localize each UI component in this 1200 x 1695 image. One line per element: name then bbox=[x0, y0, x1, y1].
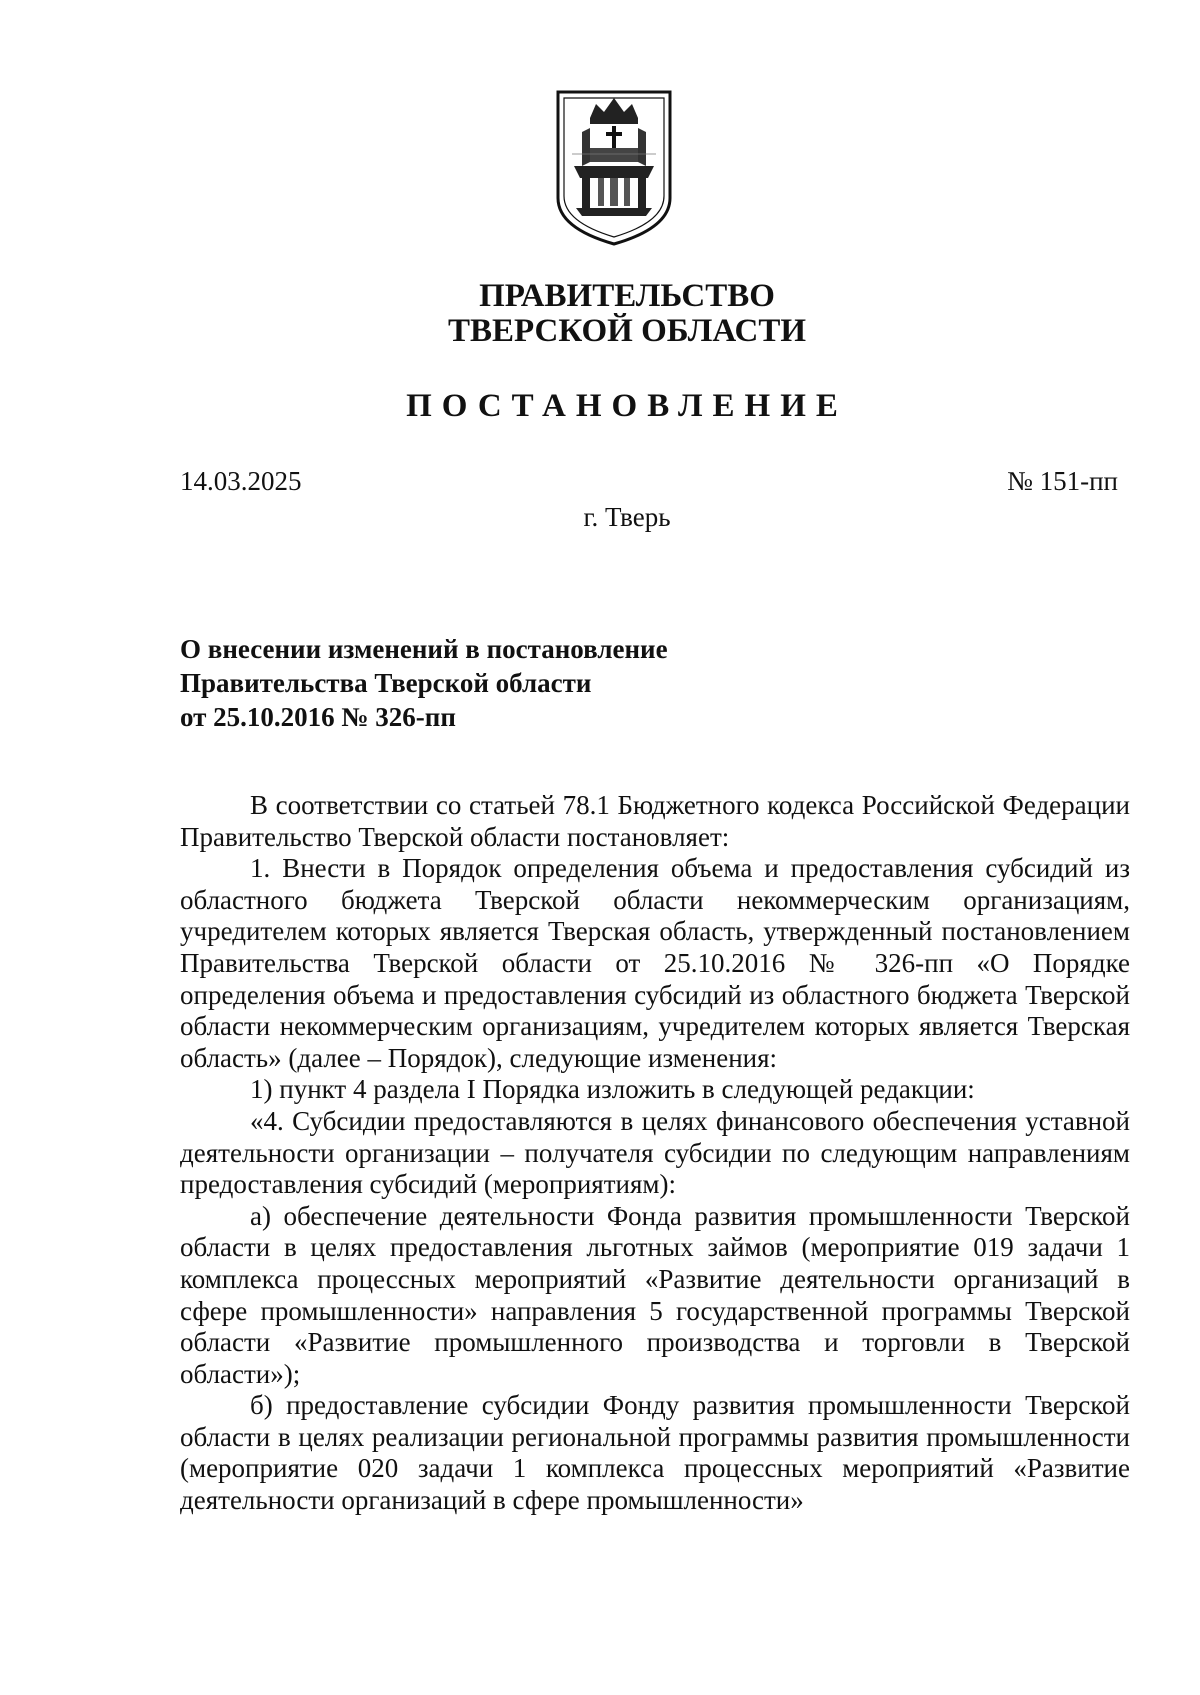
body-paragraph: 1. Внести в Порядок определения объема и предоставления субсидий из областного бюджета Тверской области некоммерческим организациям, учредителем которых является Тверская область, утвержденный постановлением Правительства Тверской области от 25.10.2016 № 326-пп «О Порядке определения объема и предоставления субсидий из областного бюджета Тверской области некоммерческим организациям, учредителем которых является Тверская область» (далее – Порядок), следующие изменения: bbox=[180, 853, 1130, 1073]
body-paragraph: а) обеспечение деятельности Фонда развития промышленности Тверской области в целях предоставления льготных займов (мероприятие 019 задачи 1 комплекса процессных мероприятий «Развитие деятельности организаций в сфере промышленности» направления 5 государственной программы Тверской области «Развитие промышленного производства и торговли в Тверской области»); bbox=[180, 1200, 1130, 1389]
government-name-line2: ТВЕРСКОЙ ОБЛАСТИ bbox=[447, 313, 807, 349]
body-paragraph: «4. Субсидии предоставляются в целях финансового обеспечения уставной деятельности организации – получателя субсидии по следующим направлениям предоставления субсидий (мероприятиям): bbox=[180, 1105, 1130, 1200]
tver-coat-of-arms-icon bbox=[552, 88, 676, 248]
document-date: 14.03.2025 bbox=[180, 466, 302, 496]
document-type-title: ПОСТАНОВЛЕНИЕ bbox=[406, 388, 848, 424]
body-paragraph: В соответствии со статьей 78.1 Бюджетного кодекса Российской Федерации Правительство Тверской области постановляет: bbox=[180, 790, 1130, 852]
subject-line3: от 25.10.2016 № 326-пп bbox=[180, 702, 456, 732]
document-subject bbox=[180, 632, 668, 734]
government-name-line1: ПРАВИТЕЛЬСТВО bbox=[479, 278, 775, 314]
document-body bbox=[180, 790, 1130, 1517]
subject-line1: О внесении изменений в постановление bbox=[180, 634, 668, 664]
document-city: г. Тверь bbox=[583, 502, 671, 532]
document-number: № 151-пп bbox=[1007, 466, 1118, 496]
body-paragraph: б) предоставление субсидии Фонду развития промышленности Тверской области в целях реализации региональной программы развития промышленности (мероприятие 020 задачи 1 комплекса процессных мероприятий «Развитие деятельности организаций в сфере промышленности» bbox=[180, 1390, 1130, 1516]
body-paragraph: 1) пункт 4 раздела I Порядка изложить в следующей редакции: bbox=[250, 1074, 975, 1105]
subject-line2: Правительства Тверской области bbox=[180, 668, 592, 698]
